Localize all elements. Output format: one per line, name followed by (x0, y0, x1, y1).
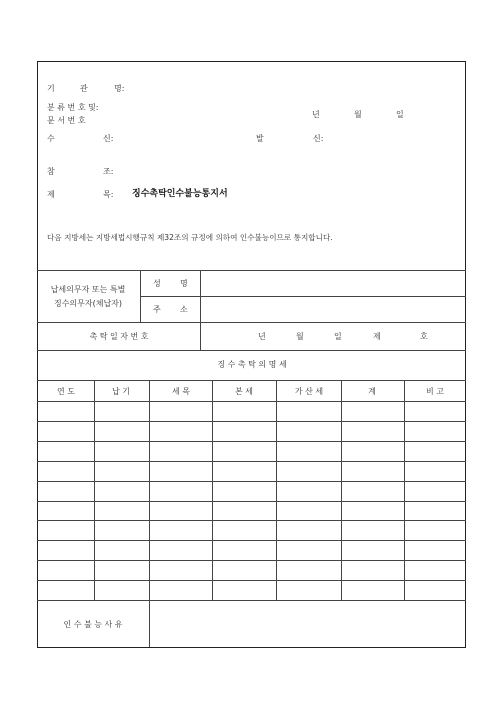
name-label-1: 성 (153, 279, 161, 288)
commission-label: 촉 탁 일 자 번 호 (89, 332, 149, 341)
commission-day: 일 (334, 332, 342, 341)
subject-label-1: 제 (47, 190, 55, 199)
col-header-due: 납 기 (112, 387, 130, 396)
date-day-label: 일 (396, 110, 404, 119)
col-divider-4 (276, 380, 277, 600)
table-row-line (37, 520, 466, 521)
date-month-label: 월 (354, 110, 362, 119)
details-header-bottom (37, 401, 466, 402)
table-row-line (37, 421, 466, 422)
sender-label-1: 발 (256, 134, 264, 143)
table-row-line (37, 600, 466, 601)
col-header-principal: 본 세 (235, 387, 253, 396)
sender-label-2: 신: (313, 134, 324, 143)
divider-details-title-top (37, 350, 466, 351)
commission-number-suffix: 호 (420, 332, 428, 341)
table-row-line (37, 540, 466, 541)
divider-name-address (140, 296, 466, 297)
divider-taxpayer-top (37, 270, 466, 271)
col-divider-5 (341, 380, 342, 600)
col-divider-6 (404, 380, 405, 600)
col-header-total: 계 (368, 387, 376, 396)
agency-label-1: 기 (47, 84, 55, 93)
col-header-remarks: 비 고 (426, 387, 444, 396)
details-header-top (37, 380, 466, 381)
col-header-tax-item: 세 목 (172, 387, 190, 396)
table-row-line (37, 461, 466, 462)
classification-label: 분 류 번 호 및: (47, 103, 99, 112)
col-divider-3 (212, 380, 213, 600)
reference-label-2: 조: (103, 167, 114, 176)
taxpayer-label-line1: 납세의무자 또는 특별 (50, 285, 126, 294)
taxpayer-label-line2: 징수의무자(체납자) (53, 299, 123, 308)
details-title: 징 수 촉 탁 의 명 세 (217, 360, 287, 369)
table-row-line (37, 501, 466, 502)
address-label-2: 소 (180, 305, 188, 314)
col-divider-1 (94, 380, 95, 600)
reference-label-1: 참 (47, 167, 55, 176)
recipient-label-2: 신: (103, 134, 114, 143)
table-row-line (37, 441, 466, 442)
table-row-line (37, 560, 466, 561)
divider-commission-top (37, 322, 466, 323)
table-row-line (37, 580, 466, 581)
commission-year: 년 (258, 332, 266, 341)
subject-value: 징수촉탁인수불능통지서 (132, 189, 228, 199)
commission-number-prefix: 제 (373, 332, 381, 341)
agency-label-2: 관 (80, 84, 88, 93)
recipient-label-1: 수 (47, 134, 55, 143)
commission-month: 월 (296, 332, 304, 341)
reason-label: 인 수 불 능 사 유 (63, 620, 123, 629)
date-year-label: 년 (312, 110, 320, 119)
taxpayer-col-divider-1 (140, 270, 141, 322)
taxpayer-col-divider-2 (200, 270, 201, 350)
agency-label-3: 명: (114, 84, 125, 93)
body-text: 다음 지방세는 지방세법시행규칙 제32조의 규정에 의하여 인수불능이므로 통지합니다. (47, 233, 333, 242)
col-divider-2 (149, 380, 150, 647)
address-label-1: 주 (153, 305, 161, 314)
col-header-surcharge: 가 산 세 (294, 387, 324, 396)
document-number-label: 문 서 번 호 (47, 116, 86, 125)
subject-label-2: 목: (103, 190, 114, 199)
col-header-year: 연 도 (57, 387, 75, 396)
name-label-2: 명 (180, 279, 188, 288)
table-row-line (37, 481, 466, 482)
